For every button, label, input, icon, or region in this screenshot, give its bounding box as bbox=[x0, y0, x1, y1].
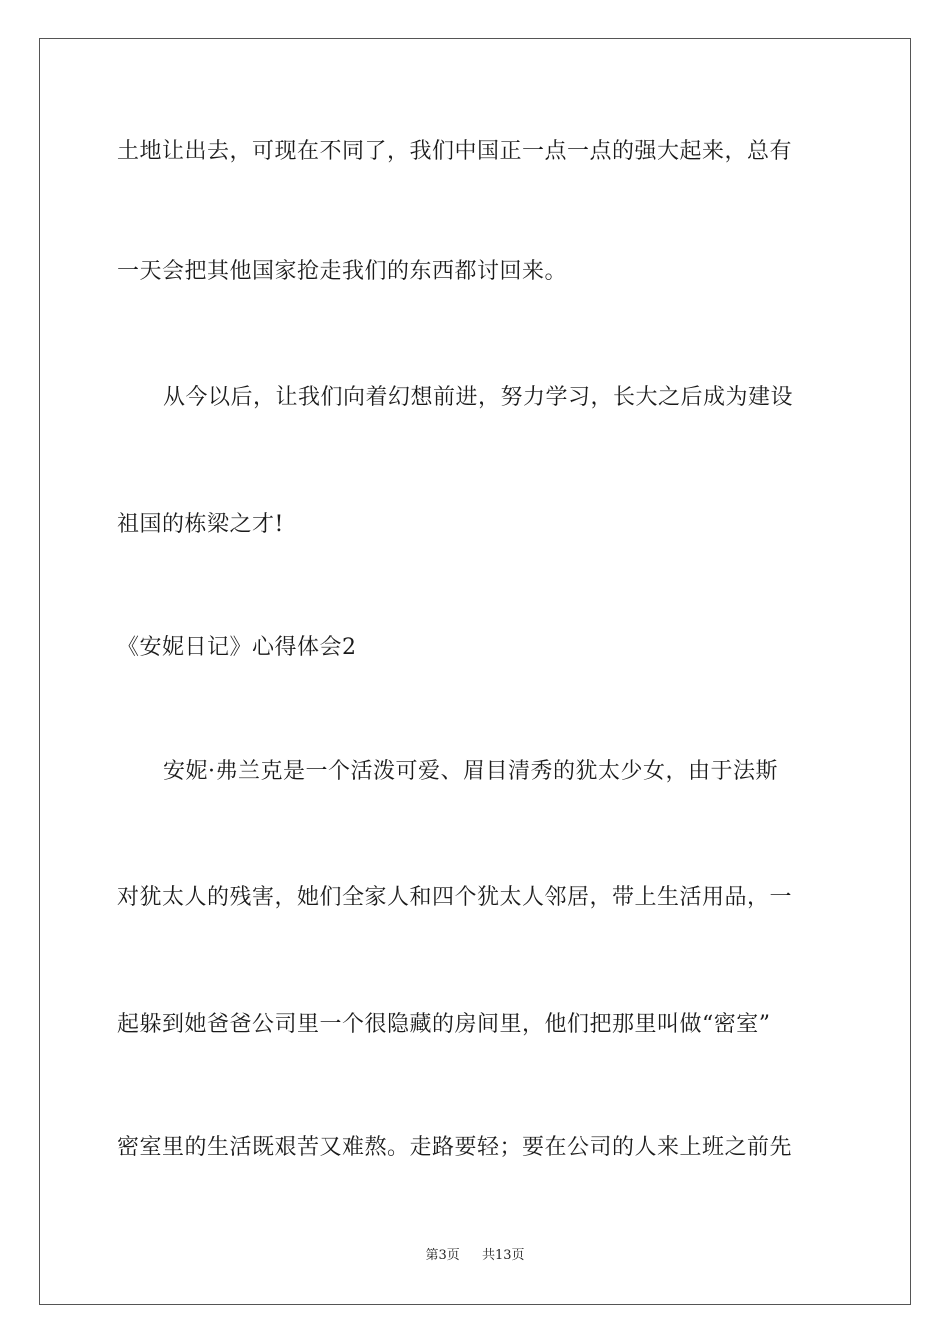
text-line-2: 一天会把其他国家抢走我们的东西都讨回来。 bbox=[117, 259, 568, 284]
text-line-7: 起躲到她爸爸公司里一个很隐藏的房间里，他们把那里叫做“密室” bbox=[117, 1012, 771, 1037]
page-number: 第3页 bbox=[425, 1248, 460, 1263]
page-footer bbox=[0, 1247, 950, 1265]
text-line-1: 土地让出去，可现在不同了，我们中国正一点一点的强大起来，总有 bbox=[117, 139, 793, 164]
text-line-6: 对犹太人的残害，她们全家人和四个犹太人邻居，带上生活用品，一 bbox=[117, 885, 793, 910]
text-line-4: 祖国的栋梁之才! bbox=[117, 512, 284, 537]
text-line-3: 从今以后，让我们向着幻想前进，努力学习，长大之后成为建设 bbox=[163, 385, 794, 410]
page-total: 共13页 bbox=[482, 1248, 525, 1263]
text-line-8: 密室里的生活既艰苦又难熬。走路要轻；要在公司的人来上班之前先 bbox=[117, 1135, 793, 1160]
page-border bbox=[39, 38, 911, 1305]
section-heading: 《安妮日记》心得体会2 bbox=[117, 635, 357, 660]
text-line-5: 安妮·弗兰克是一个活泼可爱、眉目清秀的犹太少女，由于法斯 bbox=[163, 759, 778, 784]
